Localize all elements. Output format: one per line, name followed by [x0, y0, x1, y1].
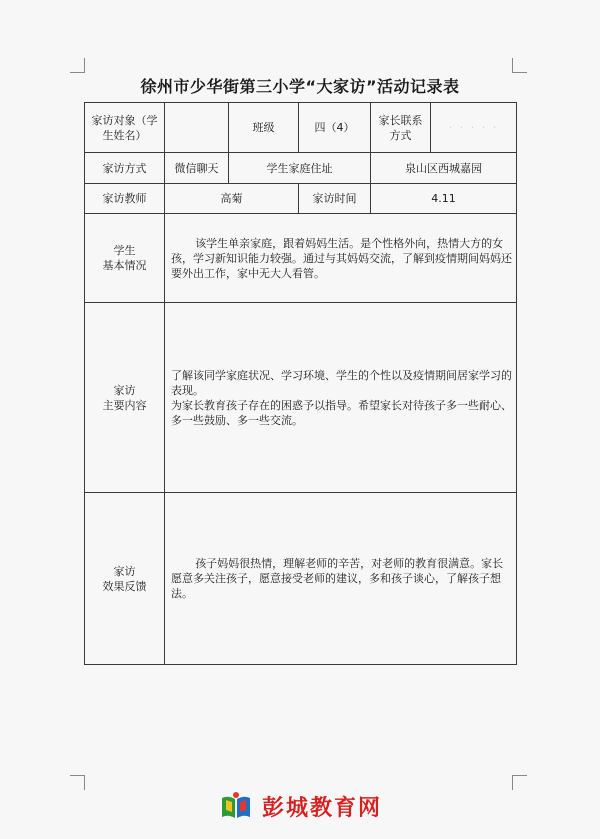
teacher-label: 家访教师 [85, 184, 165, 214]
table-row [85, 214, 517, 303]
main-label-line1: 家访 [113, 383, 136, 397]
feedback-label [85, 493, 165, 665]
brand-name[interactable]: 彭城教育网 [261, 795, 382, 821]
table-row [85, 153, 517, 184]
address-label: 学生家庭住址 [229, 153, 371, 184]
subject-label: 家访对象（学生姓名） [85, 103, 165, 153]
subject-value [165, 103, 229, 153]
main-content-para1: 了解该同学家庭状况、学习环境、学生的个性以及疫情期间居家学习的表现。 [171, 368, 512, 397]
crop-mark-top-left [70, 58, 85, 73]
table-row [85, 103, 517, 153]
feedback-content [165, 493, 517, 665]
main-label-line2: 主要内容 [102, 398, 147, 412]
teacher-value: 高菊 [165, 184, 299, 214]
main-content [165, 303, 517, 493]
table-row [85, 493, 517, 665]
contact-value: · · · · · [431, 103, 517, 153]
document-title: 徐州市少华街第三小学“大家访”活动记录表 [140, 77, 460, 96]
table-row [85, 303, 517, 493]
basic-info-text: 该学生单亲家庭，跟着妈妈生活。是个性格外向，热情大方的女孩，学习新知识能力较强。通过与其妈妈交流，了解到疫情期间妈妈还要外出工作，家中无大人看管。 [171, 236, 512, 280]
time-label: 家访时间 [299, 184, 371, 214]
basic-info-content [165, 214, 517, 303]
basic-label-line2: 基本情况 [102, 259, 147, 272]
time-value: 4.11 [371, 184, 517, 214]
contact-label: 家长联系方式 [371, 103, 431, 153]
class-value: 四（4） [299, 103, 371, 153]
basic-info-label [85, 214, 165, 303]
method-value: 微信聊天 [165, 153, 229, 184]
open-book-logo-icon [218, 790, 254, 822]
feedback-text: 孩子妈妈很热情，理解老师的辛苦，对老师的教育很满意。家长愿意多关注孩子，愿意接受老师的建议，多和孩子谈心，了解孩子想法。 [171, 557, 504, 600]
record-table [84, 102, 517, 665]
crop-mark-top-right [512, 58, 527, 73]
address-value: 泉山区西城嘉园 [371, 153, 517, 184]
basic-label-line1: 学生 [113, 244, 136, 257]
method-label: 家访方式 [85, 153, 165, 184]
feedback-label-line2: 效果反馈 [102, 579, 147, 593]
main-content-para2: 为家长教育孩子存在的困惑予以指导。希望家长对待孩子多一些耐心、多一些鼓励、多一些交流。 [171, 398, 512, 427]
table-row [85, 184, 517, 214]
class-label: 班级 [229, 103, 299, 153]
feedback-label-line1: 家访 [113, 564, 136, 578]
footer-brand [0, 786, 600, 826]
main-content-label [85, 303, 165, 493]
